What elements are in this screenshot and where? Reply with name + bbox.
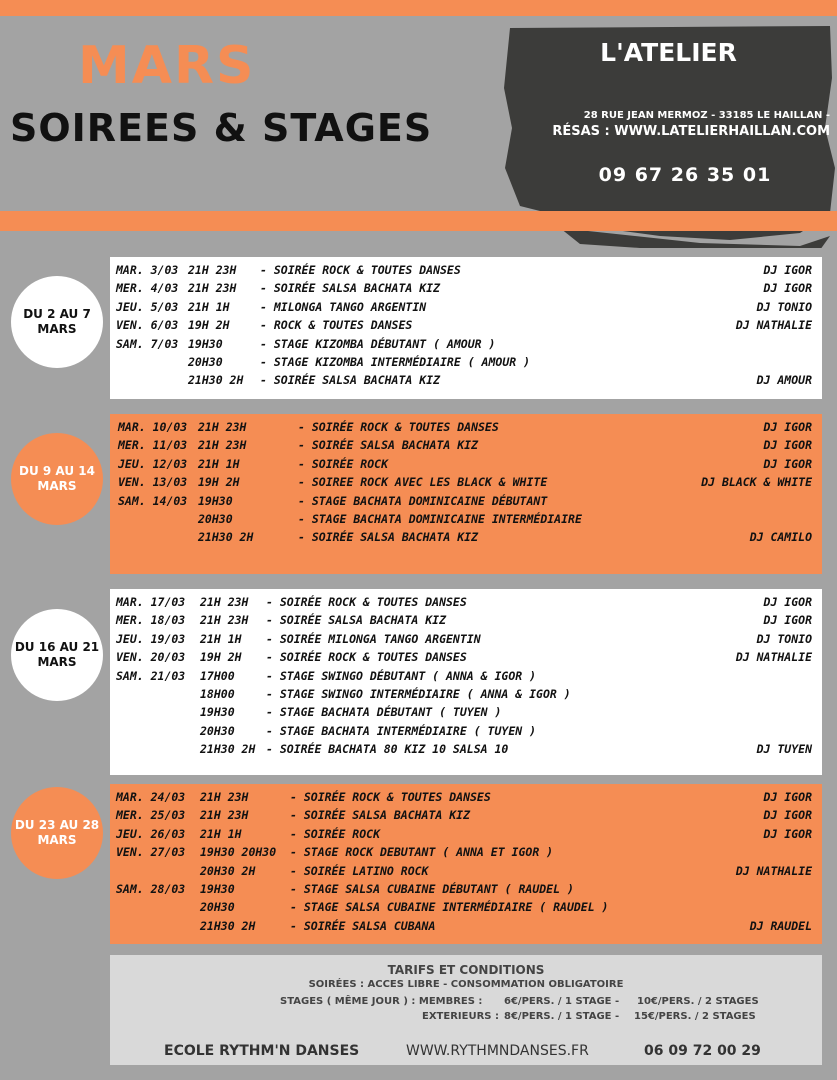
schedule-row (110, 669, 822, 687)
schedule-row (110, 632, 822, 650)
pricing-soirees: SOIRÉES : ACCES LIBRE - CONSOMMATION OBLIGATOIRE (308, 979, 624, 990)
week-2-schedule (110, 414, 822, 574)
schedule-row (110, 900, 822, 918)
schedule-row (110, 494, 822, 512)
schedule-row (110, 281, 822, 299)
row-day: JEU. 12/03 (118, 456, 188, 471)
schedule-row (110, 705, 822, 723)
row-time: 21H 1H (188, 299, 230, 314)
row-event: - SOIRÉE SALSA BACHATA KIZ (290, 808, 471, 823)
row-event: - SOIRÉE ROCK & TOUTES DANSES (266, 650, 467, 665)
week-4-month: MARS (37, 833, 77, 847)
row-day: VEN. 27/03 (116, 845, 186, 860)
row-day: JEU. 5/03 (116, 299, 179, 314)
row-event: - STAGE ROCK DEBUTANT ( ANNA ET IGOR ) (290, 845, 554, 860)
row-time: 19H 2H (198, 475, 240, 490)
schedule-row (110, 300, 822, 318)
school-name: ECOLE RYTHM'N DANSES (164, 1043, 360, 1059)
week-4-label: DU 23 AU 28 (14, 818, 100, 832)
schedule-row (110, 687, 822, 705)
week-3-label: DU 16 AU 21 (14, 640, 100, 654)
row-dj: DJ IGOR (763, 790, 812, 804)
pricing-members-two: 10€/PERS. / 2 STAGES (637, 996, 759, 1007)
row-time: 19H30 (200, 882, 235, 896)
pricing-section (110, 955, 822, 1065)
row-time: 21H 1H (198, 456, 240, 471)
row-time: 21H 23H (198, 438, 247, 453)
schedule-row (110, 650, 822, 668)
row-event: - STAGE BACHATA DOMINICAINE DÉBUTANT (298, 493, 548, 508)
pricing-stages-label: STAGES ( MÊME JOUR ) : MEMBRES : (280, 996, 483, 1007)
row-dj: DJ TUYEN (756, 742, 812, 757)
week-2-badge (11, 433, 103, 525)
schedule-row (110, 337, 822, 355)
row-time: 18H00 (200, 687, 235, 701)
row-time: 20H30 2H (200, 863, 256, 878)
row-event: - SOIRÉE ROCK & TOUTES DANSES (266, 595, 467, 609)
row-time: 19H30 (198, 493, 233, 508)
row-day: MER. 18/03 (116, 613, 186, 628)
row-event: - MILONGA TANGO ARGENTIN (260, 299, 427, 314)
row-day: MAR. 3/03 (116, 263, 179, 277)
row-day: JEU. 26/03 (116, 826, 186, 841)
schedule-row (110, 318, 822, 336)
row-event: - STAGE KIZOMBA INTERMÉDIAIRE ( AMOUR ) (260, 355, 531, 369)
row-time: 20H30 (188, 355, 223, 369)
schedule-row (110, 373, 822, 391)
month-title: MARS (78, 36, 256, 96)
row-day: MER. 11/03 (118, 438, 188, 453)
row-event: - ROCK & TOUTES DANSES (260, 318, 413, 333)
row-dj: DJ NATHALIE (735, 863, 812, 878)
row-dj: DJ IGOR (763, 420, 812, 434)
schedule-row (110, 882, 822, 900)
row-event: - SOIREE ROCK AVEC LES BLACK & WHITE (298, 475, 548, 490)
row-event: - STAGE SALSA CUBAINE DÉBUTANT ( RAUDEL ) (290, 882, 574, 896)
row-event: - STAGE SWINGO INTERMÉDIAIRE ( ANNA & IGOR ) (266, 687, 571, 701)
row-event: - SOIRÉE SALSA BACHATA KIZ (260, 373, 441, 388)
pricing-exterieurs-label: EXTERIEURS : (422, 1011, 499, 1022)
row-event: - SOIRÉE SALSA BACHATA KIZ (260, 281, 441, 296)
schedule-row (110, 827, 822, 845)
row-day: SAM. 7/03 (116, 336, 179, 351)
row-day: MER. 25/03 (116, 808, 186, 823)
week-4-badge (11, 787, 103, 879)
row-time: 21H 23H (188, 263, 237, 277)
row-day: MAR. 10/03 (118, 420, 188, 434)
row-dj: DJ IGOR (763, 263, 812, 277)
week-1-schedule (110, 257, 822, 399)
week-1-label: DU 2 AU 7 (23, 307, 91, 321)
row-event: - SOIRÉE ROCK & TOUTES DANSES (260, 263, 461, 277)
row-event: - STAGE BACHATA INTERMÉDIAIRE ( TUYEN ) (266, 723, 537, 738)
row-dj: DJ TONIO (756, 299, 812, 314)
schedule-row (110, 724, 822, 742)
schedule-row (110, 420, 822, 438)
row-day: VEN. 20/03 (116, 650, 186, 665)
row-event: - SOIRÉE ROCK (298, 456, 389, 471)
row-time: 21H 23H (200, 808, 249, 823)
row-day: SAM. 21/03 (116, 668, 186, 683)
week-2-label: DU 9 AU 14 (19, 464, 95, 478)
row-event: - STAGE SWINGO DÉBUTANT ( ANNA & IGOR ) (266, 668, 537, 683)
row-dj: DJ IGOR (763, 613, 812, 628)
row-dj: DJ AMOUR (756, 373, 812, 388)
row-time: 21H 1H (200, 631, 242, 646)
row-dj: DJ TONIO (756, 631, 812, 646)
row-dj: DJ RAUDEL (749, 918, 812, 933)
row-dj: DJ IGOR (763, 456, 812, 471)
row-time: 21H30 2H (198, 530, 254, 545)
school-website[interactable]: WWW.RYTHMNDANSES.FR (406, 1043, 589, 1059)
week-3-badge (11, 609, 103, 701)
pricing-members-one: 6€/PERS. / 1 STAGE - (504, 996, 620, 1007)
row-time: 21H 23H (200, 613, 249, 628)
row-day: VEN. 13/03 (118, 475, 188, 490)
week-4-schedule (110, 784, 822, 944)
row-day: MAR. 17/03 (116, 595, 186, 609)
row-event: - SOIRÉE ROCK & TOUTES DANSES (298, 420, 499, 434)
row-dj: DJ BLACK & WHITE (701, 475, 812, 490)
schedule-row (110, 475, 822, 493)
row-day: JEU. 19/03 (116, 631, 186, 646)
schedule-row (110, 595, 822, 613)
top-orange-bar (0, 0, 837, 16)
row-dj: DJ IGOR (763, 281, 812, 296)
row-time: 17H00 (200, 668, 235, 683)
row-event: - SOIRÉE BACHATA 80 KIZ 10 SALSA 10 (266, 742, 509, 757)
header-orange-bar (0, 211, 837, 231)
row-time: 19H 2H (188, 318, 230, 333)
week-3-month: MARS (37, 655, 77, 669)
venue-name: L'ATELIER (600, 38, 737, 67)
pricing-title: TARIFS ET CONDITIONS (387, 963, 545, 977)
row-time: 20H30 (200, 723, 235, 738)
row-time: 19H30 20H30 (200, 845, 277, 860)
week-1-month: MARS (37, 322, 77, 336)
row-event: - SOIRÉE ROCK & TOUTES DANSES (290, 790, 491, 804)
schedule-row (110, 790, 822, 808)
schedule-row (110, 919, 822, 937)
schedule-row (110, 742, 822, 760)
row-time: 20H30 (198, 512, 233, 526)
row-dj: DJ IGOR (763, 826, 812, 841)
row-time: 21H 23H (188, 281, 237, 296)
row-time: 19H30 (188, 336, 223, 351)
row-dj: DJ IGOR (763, 438, 812, 453)
row-event: - SOIRÉE SALSA BACHATA KIZ (298, 438, 479, 453)
schedule-row (110, 613, 822, 631)
row-dj: DJ CAMILO (749, 530, 812, 545)
row-time: 20H30 (200, 900, 235, 915)
week-1-badge (11, 276, 103, 368)
row-day: VEN. 6/03 (116, 318, 179, 333)
schedule-row (110, 864, 822, 882)
row-event: - STAGE BACHATA DOMINICAINE INTERMÉDIAIRE (298, 512, 582, 526)
schedule-row (110, 263, 822, 281)
pricing-exterieurs-one: 8€/PERS. / 1 STAGE - (504, 1011, 620, 1022)
row-time: 21H 23H (198, 420, 247, 434)
row-event: - STAGE BACHATA DÉBUTANT ( TUYEN ) (266, 705, 502, 720)
row-dj: DJ NATHALIE (735, 318, 812, 333)
row-time: 19H30 (200, 705, 235, 720)
row-event: - STAGE SALSA CUBAINE INTERMÉDIAIRE ( RAUDEL ) (290, 900, 609, 915)
schedule-row (110, 438, 822, 456)
schedule-row (110, 457, 822, 475)
row-day: SAM. 14/03 (118, 493, 188, 508)
row-event: - SOIRÉE MILONGA TANGO ARGENTIN (266, 631, 481, 646)
row-time: 21H30 2H (188, 373, 244, 388)
row-time: 21H30 2H (200, 742, 256, 757)
row-dj: DJ IGOR (763, 595, 812, 609)
venue-phone[interactable]: 09 67 26 35 01 (598, 164, 772, 186)
schedule-row (110, 845, 822, 863)
reservation-website[interactable]: RÉSAS : WWW.LATELIERHAILLAN.COM (552, 124, 830, 139)
schedule-row (110, 512, 822, 530)
row-event: - STAGE KIZOMBA DÉBUTANT ( AMOUR ) (260, 336, 496, 351)
week-2-month: MARS (37, 479, 77, 493)
row-day: MER. 4/03 (116, 281, 179, 296)
row-event: - SOIRÉE SALSA BACHATA KIZ (298, 530, 479, 545)
row-time: 19H 2H (200, 650, 242, 665)
row-event: - SOIRÉE ROCK (290, 826, 381, 841)
row-time: 21H 23H (200, 790, 249, 804)
row-dj: DJ NATHALIE (735, 650, 812, 665)
schedule-row (110, 808, 822, 826)
page-title: SOIREES & STAGES (10, 106, 433, 150)
pricing-exterieurs-two: 15€/PERS. / 2 STAGES (634, 1011, 756, 1022)
week-3-schedule (110, 589, 822, 775)
row-dj: DJ IGOR (763, 808, 812, 823)
row-time: 21H 1H (200, 826, 242, 841)
row-day: MAR. 24/03 (116, 790, 186, 804)
row-time: 21H 23H (200, 595, 249, 609)
schedule-row (110, 355, 822, 373)
row-time: 21H30 2H (200, 918, 256, 933)
school-phone[interactable]: 06 09 72 00 29 (644, 1043, 761, 1059)
row-event: - SOIRÉE LATINO ROCK (290, 863, 429, 878)
venue-address: 28 RUE JEAN MERMOZ - 33185 LE HAILLAN - (583, 110, 830, 121)
row-event: - SOIRÉE SALSA BACHATA KIZ (266, 613, 447, 628)
schedule-row (110, 530, 822, 548)
row-event: - SOIRÉE SALSA CUBANA (290, 918, 436, 933)
row-day: SAM. 28/03 (116, 882, 186, 896)
